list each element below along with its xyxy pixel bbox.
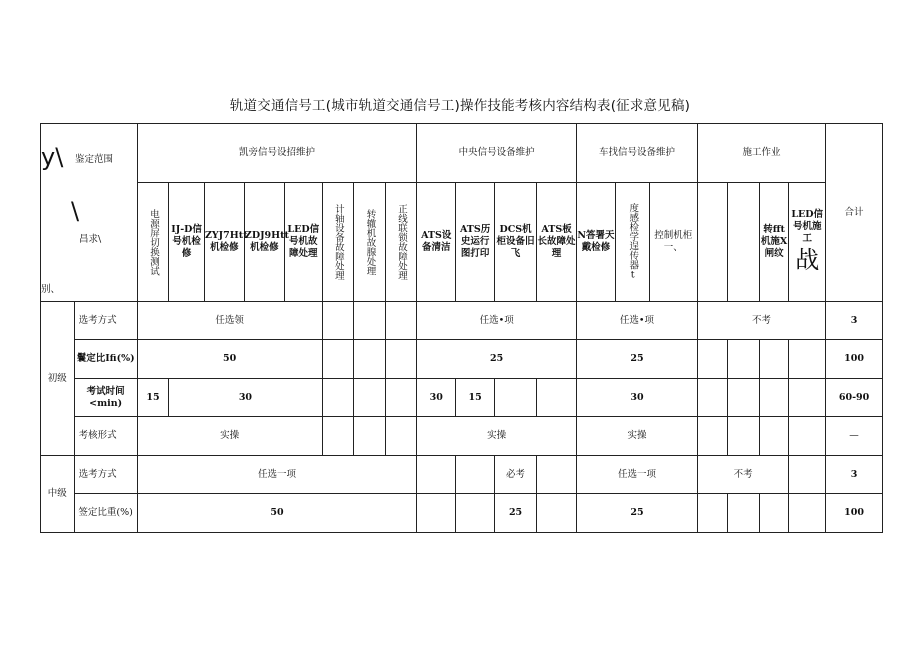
middle-mode-c11: 必考 [495, 456, 537, 494]
row-label-form: 考核形式 [74, 417, 137, 456]
item-header-blank [697, 183, 727, 302]
group-header-central: 中央信号设备维护 [417, 124, 577, 183]
item-header: ATS历史运行图打印 [456, 183, 495, 302]
junior-form-g3: 实操 [577, 417, 698, 456]
middle-mode-g3: 任选一项 [577, 456, 698, 494]
handwritten-mark: 战 [795, 245, 820, 274]
item-header-blank [728, 183, 760, 302]
middle-ratio-total: 100 [826, 494, 883, 533]
item-header: IJ-D信号机检修 [169, 183, 205, 302]
item-header: 计轴设备故障处理 [322, 183, 354, 302]
item-header: LED信号机故障处理 [284, 183, 322, 302]
corner-mark: y\ [41, 143, 64, 171]
corner-slash-mark: \ [71, 197, 80, 225]
middle-mode-g1: 任选一项 [137, 456, 417, 494]
page-title: 轨道交通信号工(城市轨道交通信号工)操作技能考核内容结构表(征求意见稿) [229, 98, 691, 114]
structure-table [40, 123, 883, 533]
corner-range-label: 鉴定范围 [75, 154, 114, 165]
middle-ratio-c11: 25 [495, 494, 537, 533]
level-junior: 初级 [41, 302, 75, 456]
junior-time-c9: 30 [417, 379, 456, 417]
item-header: ZDJ9Htt机检修 [244, 183, 284, 302]
row-label-mode: 选考方式 [74, 302, 137, 340]
item-header: ATS设备清洁 [417, 183, 456, 302]
item-header: DCS机柜设备旧飞 [495, 183, 537, 302]
middle-mode-total: 3 [826, 456, 883, 494]
item-header: 电源屏切换测试 [137, 183, 169, 302]
junior-form-g1: 实操 [137, 417, 322, 456]
middle-ratio-g3: 25 [577, 494, 698, 533]
row-label-time: 考试时间<min) [74, 379, 137, 417]
item-header: 正线联锁故障处理 [385, 183, 417, 302]
level-middle: 中级 [41, 456, 75, 533]
item-header: ATS板长故障处理 [537, 183, 577, 302]
total-header: 合计 [826, 124, 883, 302]
junior-form-total: — [826, 417, 883, 456]
junior-form-g2: 实操 [417, 417, 577, 456]
item-header: 控制机柜一、 [649, 183, 697, 302]
junior-mode-total: 3 [826, 302, 883, 340]
item-header: ZYJ7Htt机检修 [204, 183, 244, 302]
item-header: LED信号机施工 战 [789, 183, 826, 302]
junior-ratio-total: 100 [826, 340, 883, 379]
junior-ratio-g3: 25 [577, 340, 698, 379]
group-header-trackside: 凯旁信号设招维护 [137, 124, 417, 183]
junior-time-c10: 15 [456, 379, 495, 417]
junior-ratio-g1: 50 [137, 340, 322, 379]
item-header: 转辙机故腺处理 [354, 183, 386, 302]
junior-time-c2: 30 [169, 379, 322, 417]
corner-req-label: 昌求\ [79, 234, 102, 245]
junior-time-g3: 30 [577, 379, 698, 417]
corner-cell [41, 124, 138, 302]
item-header: N答署天戴检修 [577, 183, 616, 302]
junior-time-total: 60-90 [826, 379, 883, 417]
row-label-ratio: 鬟定比Ifi(%) [74, 340, 137, 379]
junior-mode-g1: 任选领 [137, 302, 322, 340]
row-label-ratio-mid: 签定比重(%) [74, 494, 137, 533]
junior-time-c1: 15 [137, 379, 169, 417]
junior-mode-g3: 任选•项 [577, 302, 698, 340]
group-header-vehicle: 车找信号设备维护 [577, 124, 698, 183]
junior-mode-g4: 不考 [697, 302, 825, 340]
junior-ratio-g2: 25 [417, 340, 577, 379]
row-label-mode-mid: 选考方式 [74, 456, 137, 494]
middle-mode-g4: 不考 [697, 456, 788, 494]
corner-level-label: 别、 [41, 284, 61, 295]
middle-ratio-g1: 50 [137, 494, 417, 533]
item-header: 转fft机施X闸纹 [759, 183, 788, 302]
group-header-construction: 施工作业 [697, 124, 825, 183]
item-header: 度感检学逞传器t [615, 183, 649, 302]
junior-mode-g2: 任选•项 [417, 302, 577, 340]
